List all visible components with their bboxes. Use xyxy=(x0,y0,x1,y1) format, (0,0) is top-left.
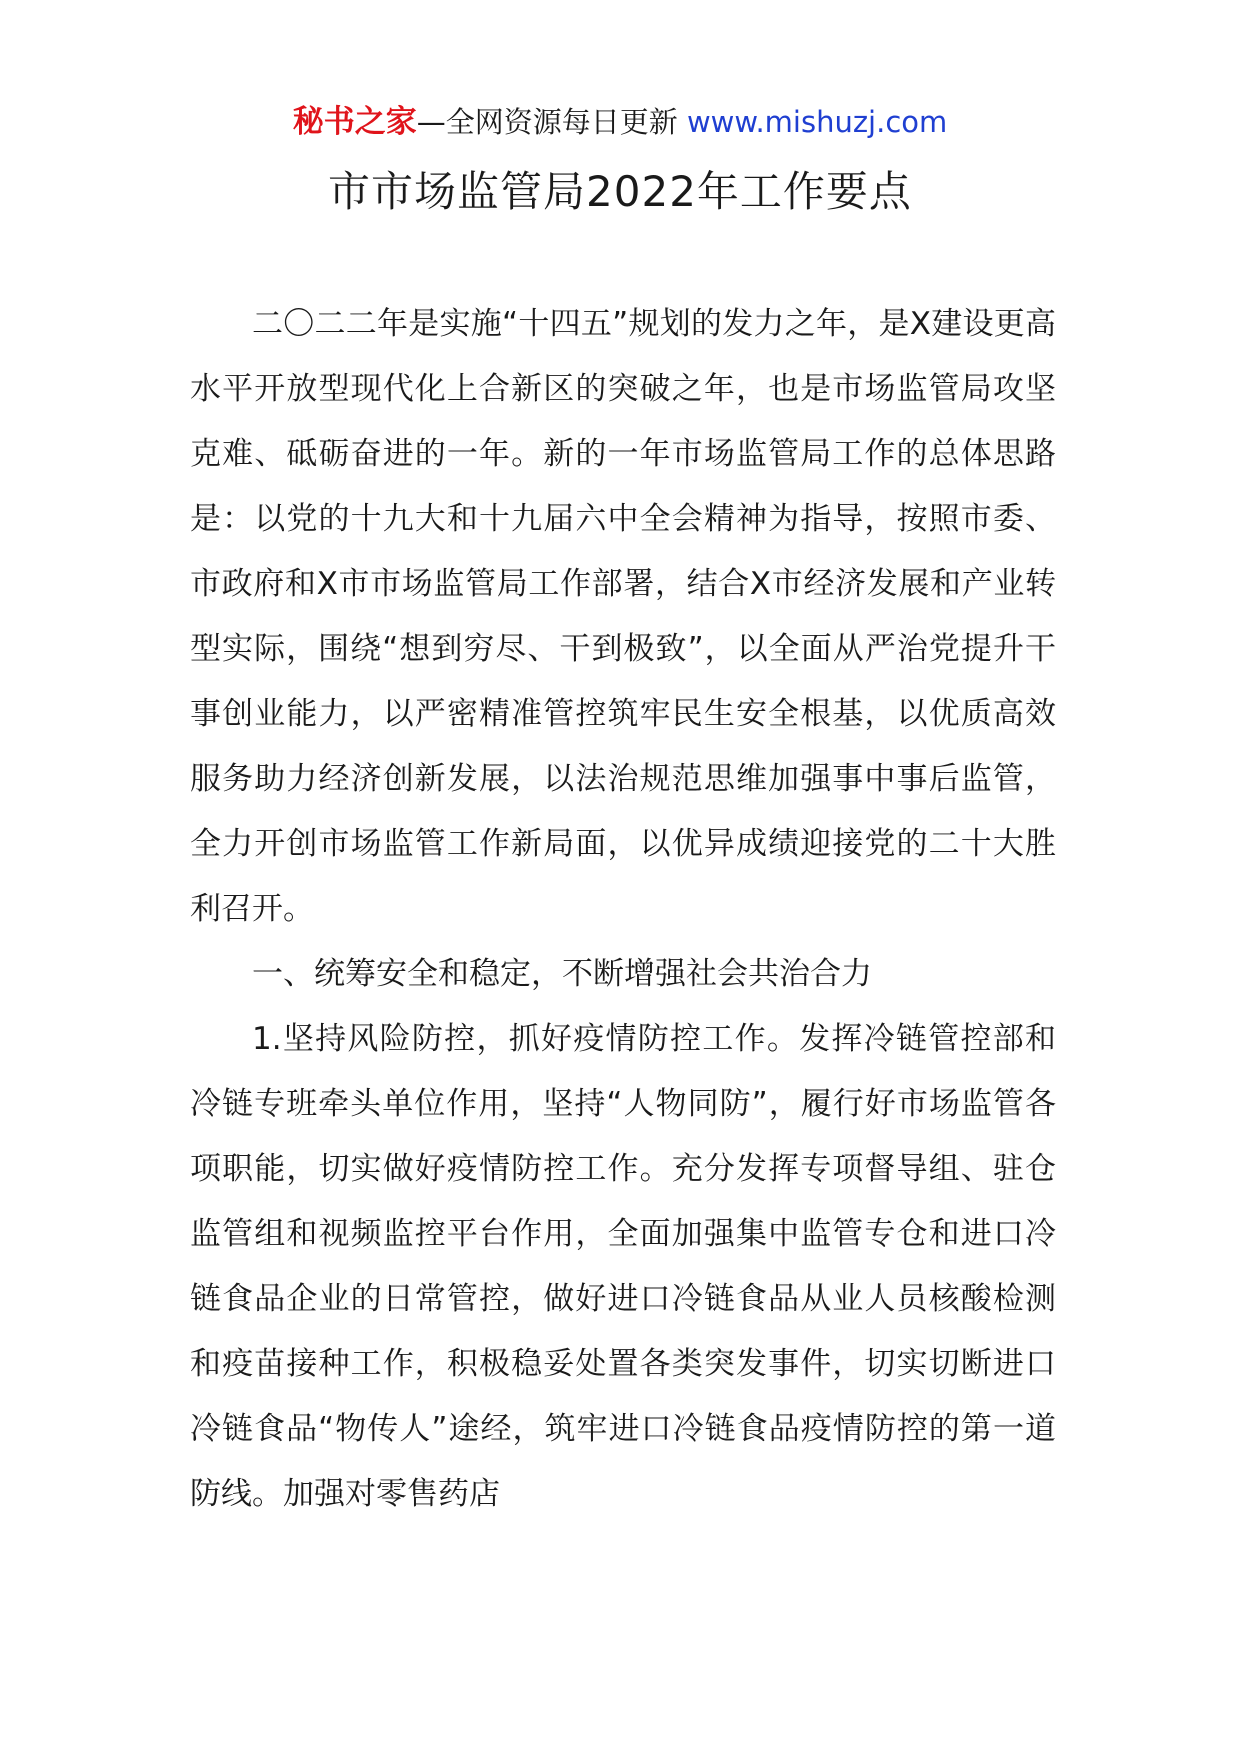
site-header xyxy=(0,100,1240,144)
document-body xyxy=(190,292,1056,1527)
section-heading: 一、统筹安全和稳定，不断增强社会共治合力 xyxy=(252,956,872,992)
header-slogan: —全网资源每日更新 xyxy=(416,105,678,139)
intro-paragraph: 二〇二二年是实施“十四五”规划的发力之年，是X建设更高水平开放型现代化上合新区的突破之年，也是市场监管局攻坚克难、砥砺奋进的一年。新的一年市场监管局工作的总体思路是：以党的十九大和十九届六中全会精神为指导，按照市委、市政府和X市市场监管局工作部署，结合X市经济发展和产业转型实际，围绕“想到穷尽、干到极致”，以全面从严治党提升干事创业能力，以严密精准管控筑牢民生安全根基，以优质高效服务助力经济创新发展，以法治规范思维加强事中事后监管，全力开创市场监管工作新局面，以优异成绩迎接党的二十大胜利召开。 xyxy=(190,306,1056,927)
brand-name: 秘书之家 xyxy=(292,104,417,140)
document-title: 市市场监管局2022年工作要点 xyxy=(328,167,912,216)
item-paragraph: 1.坚持风险防控，抓好疫情防控工作。发挥冷链管控部和冷链专班牵头单位作用，坚持“人物同防”，履行好市场监管各项职能，切实做好疫情防控工作。充分发挥专项督导组、驻仓监管组和视频监控平台作用，全面加强集中监管专仓和进口冷链食品企业的日常管控，做好进口冷链食品从业人员核酸检测和疫苗接种工作，积极稳妥处置各类突发事件，切实切断进口冷链食品“物传人”途经，筑牢进口冷链食品疫情防控的第一道防线。加强对零售药店 xyxy=(190,1021,1056,1512)
site-url-link[interactable]: www.mishuzj.com xyxy=(686,105,948,139)
